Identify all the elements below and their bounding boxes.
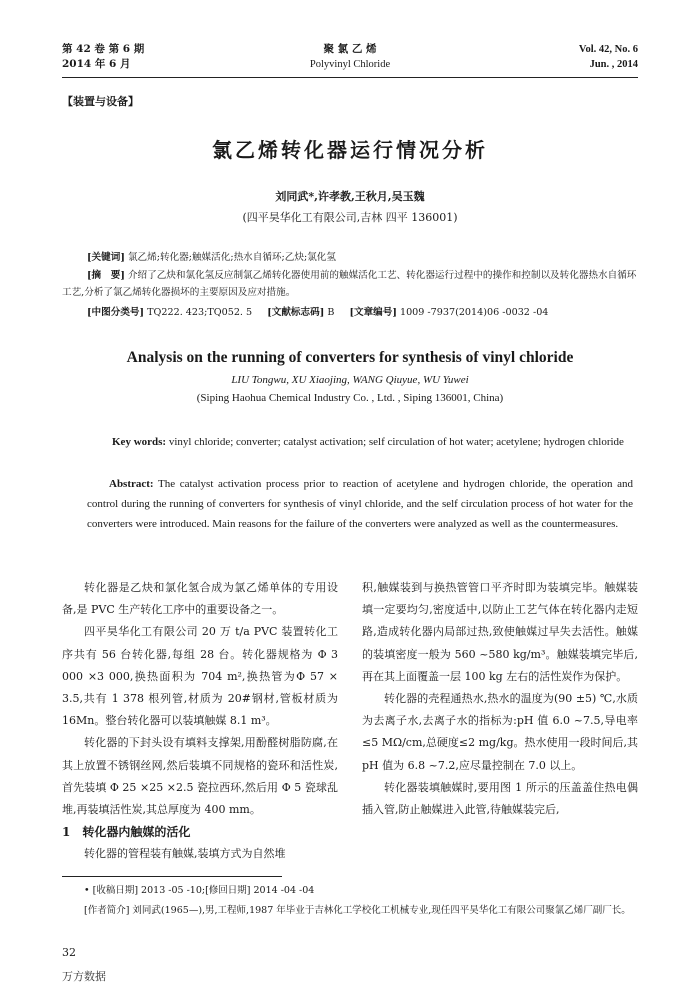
body-paragraph: 四平昊华化工有限公司 20 万 t/a PVC 装置转化工序共有 56 台转化器,每组 28 台。转化器规格为 Φ 3 000 ×3 000,换热面积为 704 m²,换热管为Φ 57 × 3.5,共有 1 378 根列管,材质为 20#钢材,管板材质为 16Mn。整台转化器可以装填触媒 8.1 m³。: [62, 625, 338, 728]
header-date-cn: 2014 年 6 月: [62, 58, 131, 70]
abstract-cn-label: [摘 要]: [87, 270, 125, 281]
header-volume-issue-en: Vol. 42, No. 6: [578, 44, 638, 55]
authors-en: LIU Tongwu, XU Xiaojing, WANG Qiuyue, WU Yuwei: [231, 374, 469, 386]
body-right-column: [362, 577, 638, 821]
article-title-cn: 氯乙烯转化器运行情况分析: [212, 138, 488, 162]
doc-code-value: B: [327, 307, 335, 318]
article-title-en: Analysis on the running of converters for synthesis of vinyl chloride: [126, 349, 574, 366]
clc-label: [中图分类号]: [87, 307, 145, 318]
doc-code-label: [文献标志码]: [267, 307, 325, 318]
classification-line: [87, 304, 548, 318]
body-paragraph: 转化器是乙炔和氯化氢合成为氯乙烯单体的专用设备,是 PVC 生产转化工序中的重要设备之一。: [62, 581, 338, 617]
clc-value: TQ222. 423;TQ052. 5: [147, 307, 253, 318]
header-journal-cn: 聚 氯 乙 烯: [323, 43, 377, 55]
body-left-column: [62, 577, 338, 866]
abstract-en-text: The catalyst activation process prior to reaction of acetylene and hydrogen chloride, the operation and control during the running of converters for synthesis of vinyl chloride, and the self circulation process of hot water for the converters were introduced. Main reasons for the failure of the converters were analyzed as well as the countermeasures.: [87, 478, 633, 530]
footnote-author: [作者简介] 刘同武(1965—),男,工程师,1987 年毕业于吉林化工学校化工机械专业,现任四平昊华化工有限公司聚氯乙烯厂副厂长。: [84, 905, 631, 916]
page-number: 32: [62, 946, 76, 959]
article-number-label: [文章编号]: [349, 307, 397, 318]
body-paragraph: 转化器的下封头设有填料支撑架,用酚醛树脂防腐,在其上放置不锈钢丝网,然后装填不同规格的瓷环和活性炭,首先装填 Φ 25 ×25 ×2.5 瓷拉西环,然后用 Φ 5 瓷球乱堆,再装填活性炭,其总厚度为 400 mm。: [62, 736, 338, 817]
abstract-en-label: Abstract:: [109, 478, 154, 490]
abstract-cn-text: 介绍了乙炔和氯化氢反应制氯乙烯转化器使用前的触媒活化工艺、转化器运行过程中的操作和控制以及转化器热水自循环工艺,分析了氯乙烯转化器损坏的主要原因及应对措施。: [62, 270, 637, 298]
abstract-cn: [62, 267, 637, 301]
header-volume-issue-cn: 第 42 卷 第 6 期: [62, 43, 145, 55]
footnote-dates-text: [收稿日期] 2013 -05 -10;[修回日期] 2014 -04 -04: [92, 885, 315, 896]
keywords-en-text: vinyl chloride; converter; catalyst activation; self circulation of hot water; acetylene; hydrogen chloride: [168, 436, 624, 448]
footnote-divider: [62, 876, 282, 877]
abstract-en: [87, 474, 633, 534]
header-journal: [250, 42, 450, 72]
body-paragraph: 转化器装填触媒时,要用图 1 所示的压盖盖住热电偶插入管,防止触媒进入此管,待触媒装完后,: [362, 780, 638, 817]
keywords-cn-text: 氯乙烯;转化器;触媒活化;热水自循环;乙炔;氯化氢: [127, 252, 336, 263]
section-tag: 【装置与设备】: [62, 95, 139, 108]
keywords-en: [62, 432, 633, 452]
affiliation-cn: (四平昊华化工有限公司,吉林 四平 136001): [242, 211, 458, 224]
keywords-en-label: Key words:: [112, 436, 167, 448]
article-number-value: 1009 -7937(2014)06 -0032 -04: [399, 307, 549, 318]
footnote-dates: [62, 882, 642, 899]
header-date-en: Jun. , 2014: [589, 59, 638, 70]
header-volume-cn: [62, 42, 144, 72]
header-journal-en: Polyvinyl Chloride: [309, 59, 391, 70]
body-paragraph: 积,触媒装到与换热管管口平齐时即为装填完毕。触媒装填一定要均匀,密度适中,以防止工艺气体在转化器内走短路,造成转化器内局部过热,致使触媒过早失去活性。触媒的装填密度一般为 560 ~580 kg/m³。触媒装填完毕后,再在其上面覆盖一层 100 kg 左右的活性炭作为保护。: [362, 581, 638, 683]
keywords-cn-label: [关键词]: [87, 252, 125, 263]
header-volume-en: [579, 42, 638, 72]
keywords-cn: [87, 249, 633, 266]
watermark: 万方数据: [62, 970, 106, 983]
body-paragraph: 转化器的管程装有触媒,装填方式为自然堆: [84, 847, 286, 861]
header-divider: [62, 77, 638, 78]
authors-cn: 刘同武*,许孝教,王秋月,吴玉魏: [275, 190, 425, 203]
body-paragraph: 转化器的壳程通热水,热水的温度为(90 ±5) ℃,水质为去离子水,去离子水的指标为:pH 值 6.0 ~7.5,导电率≤5 MΩ/cm,总硬度≤2 mg/kg。热水使用一段时间后,其 pH 值为 6.8 ~7.2,应尽量控制在 7.0 以上。: [362, 692, 638, 772]
affiliation-en: (Siping Haohua Chemical Industry Co. , Ltd. , Siping 136001, China): [196, 392, 504, 404]
section-heading: 1 转化器内触媒的活化: [62, 825, 191, 840]
bullet-icon: •: [84, 885, 93, 896]
